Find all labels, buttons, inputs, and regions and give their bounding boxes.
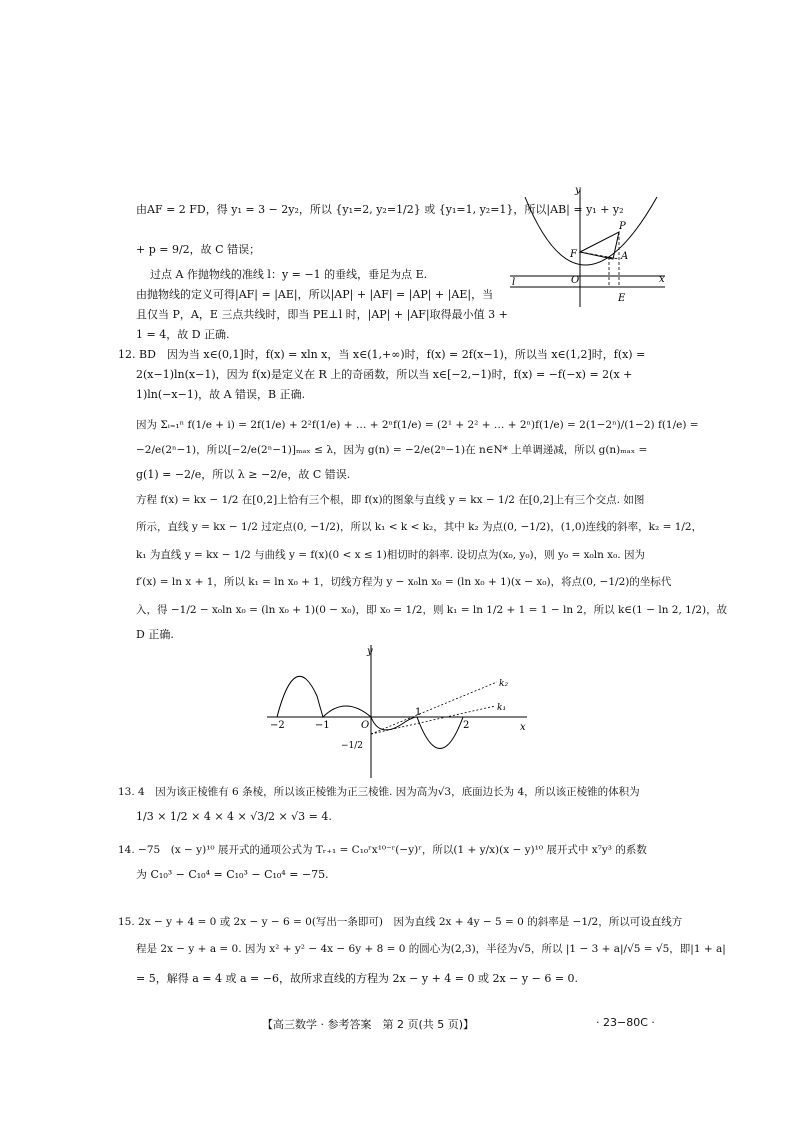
text-line: 且仅当 P，A，E 三点共线时，即当 PE⊥l 时，|AP| + |AF|取得最小值 3 + xyxy=(136,308,508,321)
text-line: 1)ln(−x−1)，故 A 错误，B 正确. xyxy=(136,388,306,401)
text-line: k₁ 为直线 y = kx − 1/2 与曲线 y = f(x)(0 < x ≤ 1)相切时的斜率. 设切点为(x₀, y₀)，则 y₀ = x₀ln x₀. 因为 xyxy=(136,549,645,561)
text-line: 方程 f(x) = kx − 1/2 在[0,2]上恰有三个根，即 f(x)的图象与直线 y = kx − 1/2 在[0,2]上有三个交点. 如图 xyxy=(136,494,645,506)
text-line: 因为 Σᵢ₌₁ⁿ f(1/e + i) = 2f(1/e) + 2²f(1/e) + … + 2ⁿf(1/e) = (2¹ + 2² + … + 2ⁿ)f(1/e) = 2(1−2ⁿ)/(1−2) f(1/e) = xyxy=(136,419,699,431)
function-graph-figure xyxy=(265,640,535,780)
axis-label-y: y xyxy=(367,646,373,657)
text-line: f′(x) = ln x + 1，所以 k₁ = ln x₀ + 1，切线方程为 y − x₀ln x₀ = (ln x₀ + 1)(x − x₀)，将点(0, −1/2)的坐标代 xyxy=(136,576,672,588)
text-line: 13. 4 因为该正棱锥有 6 条棱，所以该正棱锥为正三棱锥. 因为高为√3，底面边长为 4，所以该正棱锥的体积为 xyxy=(118,786,640,798)
text-line: 所示，直线 y = kx − 1/2 过定点(0, −1/2)，所以 k₁ < k < k₂，其中 k₂ 为点(0, −1/2)，(1,0)连线的斜率，k₂ = 1/2， xyxy=(136,521,703,533)
text-line: g(1) = −2/e，所以 λ ≥ −2/e，故 C 错误. xyxy=(136,468,351,481)
origin-label: O xyxy=(571,275,580,286)
text-line: 12. BD 因为当 x∈(0,1]时，f(x) = xln x，当 x∈(1,+∞)时，f(x) = 2f(x−1)，所以当 x∈(1,2]时，f(x) = xyxy=(118,348,646,361)
axis-label-x: x xyxy=(659,274,665,285)
point-label-p: P xyxy=(619,221,626,232)
line-label-k1: k₁ xyxy=(497,703,507,713)
line-label-l: l xyxy=(512,277,516,288)
line-label-k2: k₂ xyxy=(499,679,509,689)
text-line: + p = 9/2，故 C 错误； xyxy=(136,243,261,256)
text-line: 由抛物线的定义可得|AF| = |AE|，所以|AP| + |AF| = |AP| + |AE|，当 xyxy=(136,288,494,301)
text-line: 由AF = 2 FD，得 y₁ = 3 − 2y₂，所以 {y₁=2, y₂=1/2} 或 {y₁=1, y₂=1}，所以|AB| = y₁ + y₂ xyxy=(136,203,624,216)
footer-left: 【高三数学 · 参考答案 第 2 页(共 5 页)】 xyxy=(262,1018,475,1031)
origin-label: O xyxy=(361,720,370,731)
point-label-f: F xyxy=(570,249,577,260)
tick-label: −1/2 xyxy=(341,741,364,751)
tick-label: 1 xyxy=(415,707,422,718)
tick-label: −2 xyxy=(270,720,285,731)
footer-right: · 23−80C · xyxy=(596,1016,655,1029)
text-line: 为 C₁₀³ − C₁₀⁴ = C₁₀³ − C₁₀⁴ = −75. xyxy=(136,868,329,881)
tick-label: 2 xyxy=(463,720,470,731)
text-line: 2(x−1)ln(x−1)，因为 f(x)是定义在 R 上的奇函数，所以当 x∈[−2,−1)时，f(x) = −f(−x) = 2(x + xyxy=(136,368,633,381)
text-line: 过点 A 作抛物线的准线 l：y = −1 的垂线，垂足为点 E. xyxy=(150,268,428,281)
axis-label-y: y xyxy=(575,185,581,196)
text-line: 程是 2x − y + a = 0. 因为 x² + y² − 4x − 6y + 8 = 0 的圆心为(2,3)，半径为√5，所以 |1 − 3 + a|/√5 = √5，即|1 + a| xyxy=(136,943,726,955)
text-line: 15. 2x − y + 4 = 0 或 2x − y − 6 = 0(写出一条即可) 因为直线 2x + 4y − 5 = 0 的斜率是 −1/2，所以可设直线方 xyxy=(118,916,683,928)
text-line: 14. −75 (x − y)¹⁰ 展开式的通项公式为 Tᵣ₊₁ = C₁₀ʳx¹⁰⁻ʳ(−y)ʳ，所以(1 + y/x)(x − y)¹⁰ 展开式中 x⁷y³ 的系数 xyxy=(118,844,647,856)
text-line: 1/3 × 1/2 × 4 × 4 × √3/2 × √3 = 4. xyxy=(136,810,332,823)
parabola-figure xyxy=(505,185,670,310)
text-line: 入，得 −1/2 − x₀ln x₀ = (ln x₀ + 1)(0 − x₀)，即 x₀ = 1/2，则 k₁ = ln 1/2 + 1 = 1 − ln 2，所以 k∈(1 − ln 2, 1/2)，故 xyxy=(136,604,728,616)
point-label-a: A xyxy=(621,251,629,262)
axis-label-x: x xyxy=(520,722,526,733)
point-label-e: E xyxy=(618,293,626,304)
text-line: −2/e(2ⁿ−1)，所以[−2/e(2ⁿ−1)]ₘₐₓ ≤ λ，因为 g(n) = −2/e(2ⁿ−1)在 n∈N* 上单调递减，所以 g(n)ₘₐₓ = xyxy=(136,444,648,456)
tick-label: −1 xyxy=(315,720,330,731)
text-line: = 5，解得 a = 4 或 a = −6，故所求直线的方程为 2x − y + 4 = 0 或 2x − y − 6 = 0. xyxy=(136,972,579,985)
text-line: 1 = 4，故 D 正确. xyxy=(136,328,230,341)
text-line: D 正确. xyxy=(136,628,174,641)
